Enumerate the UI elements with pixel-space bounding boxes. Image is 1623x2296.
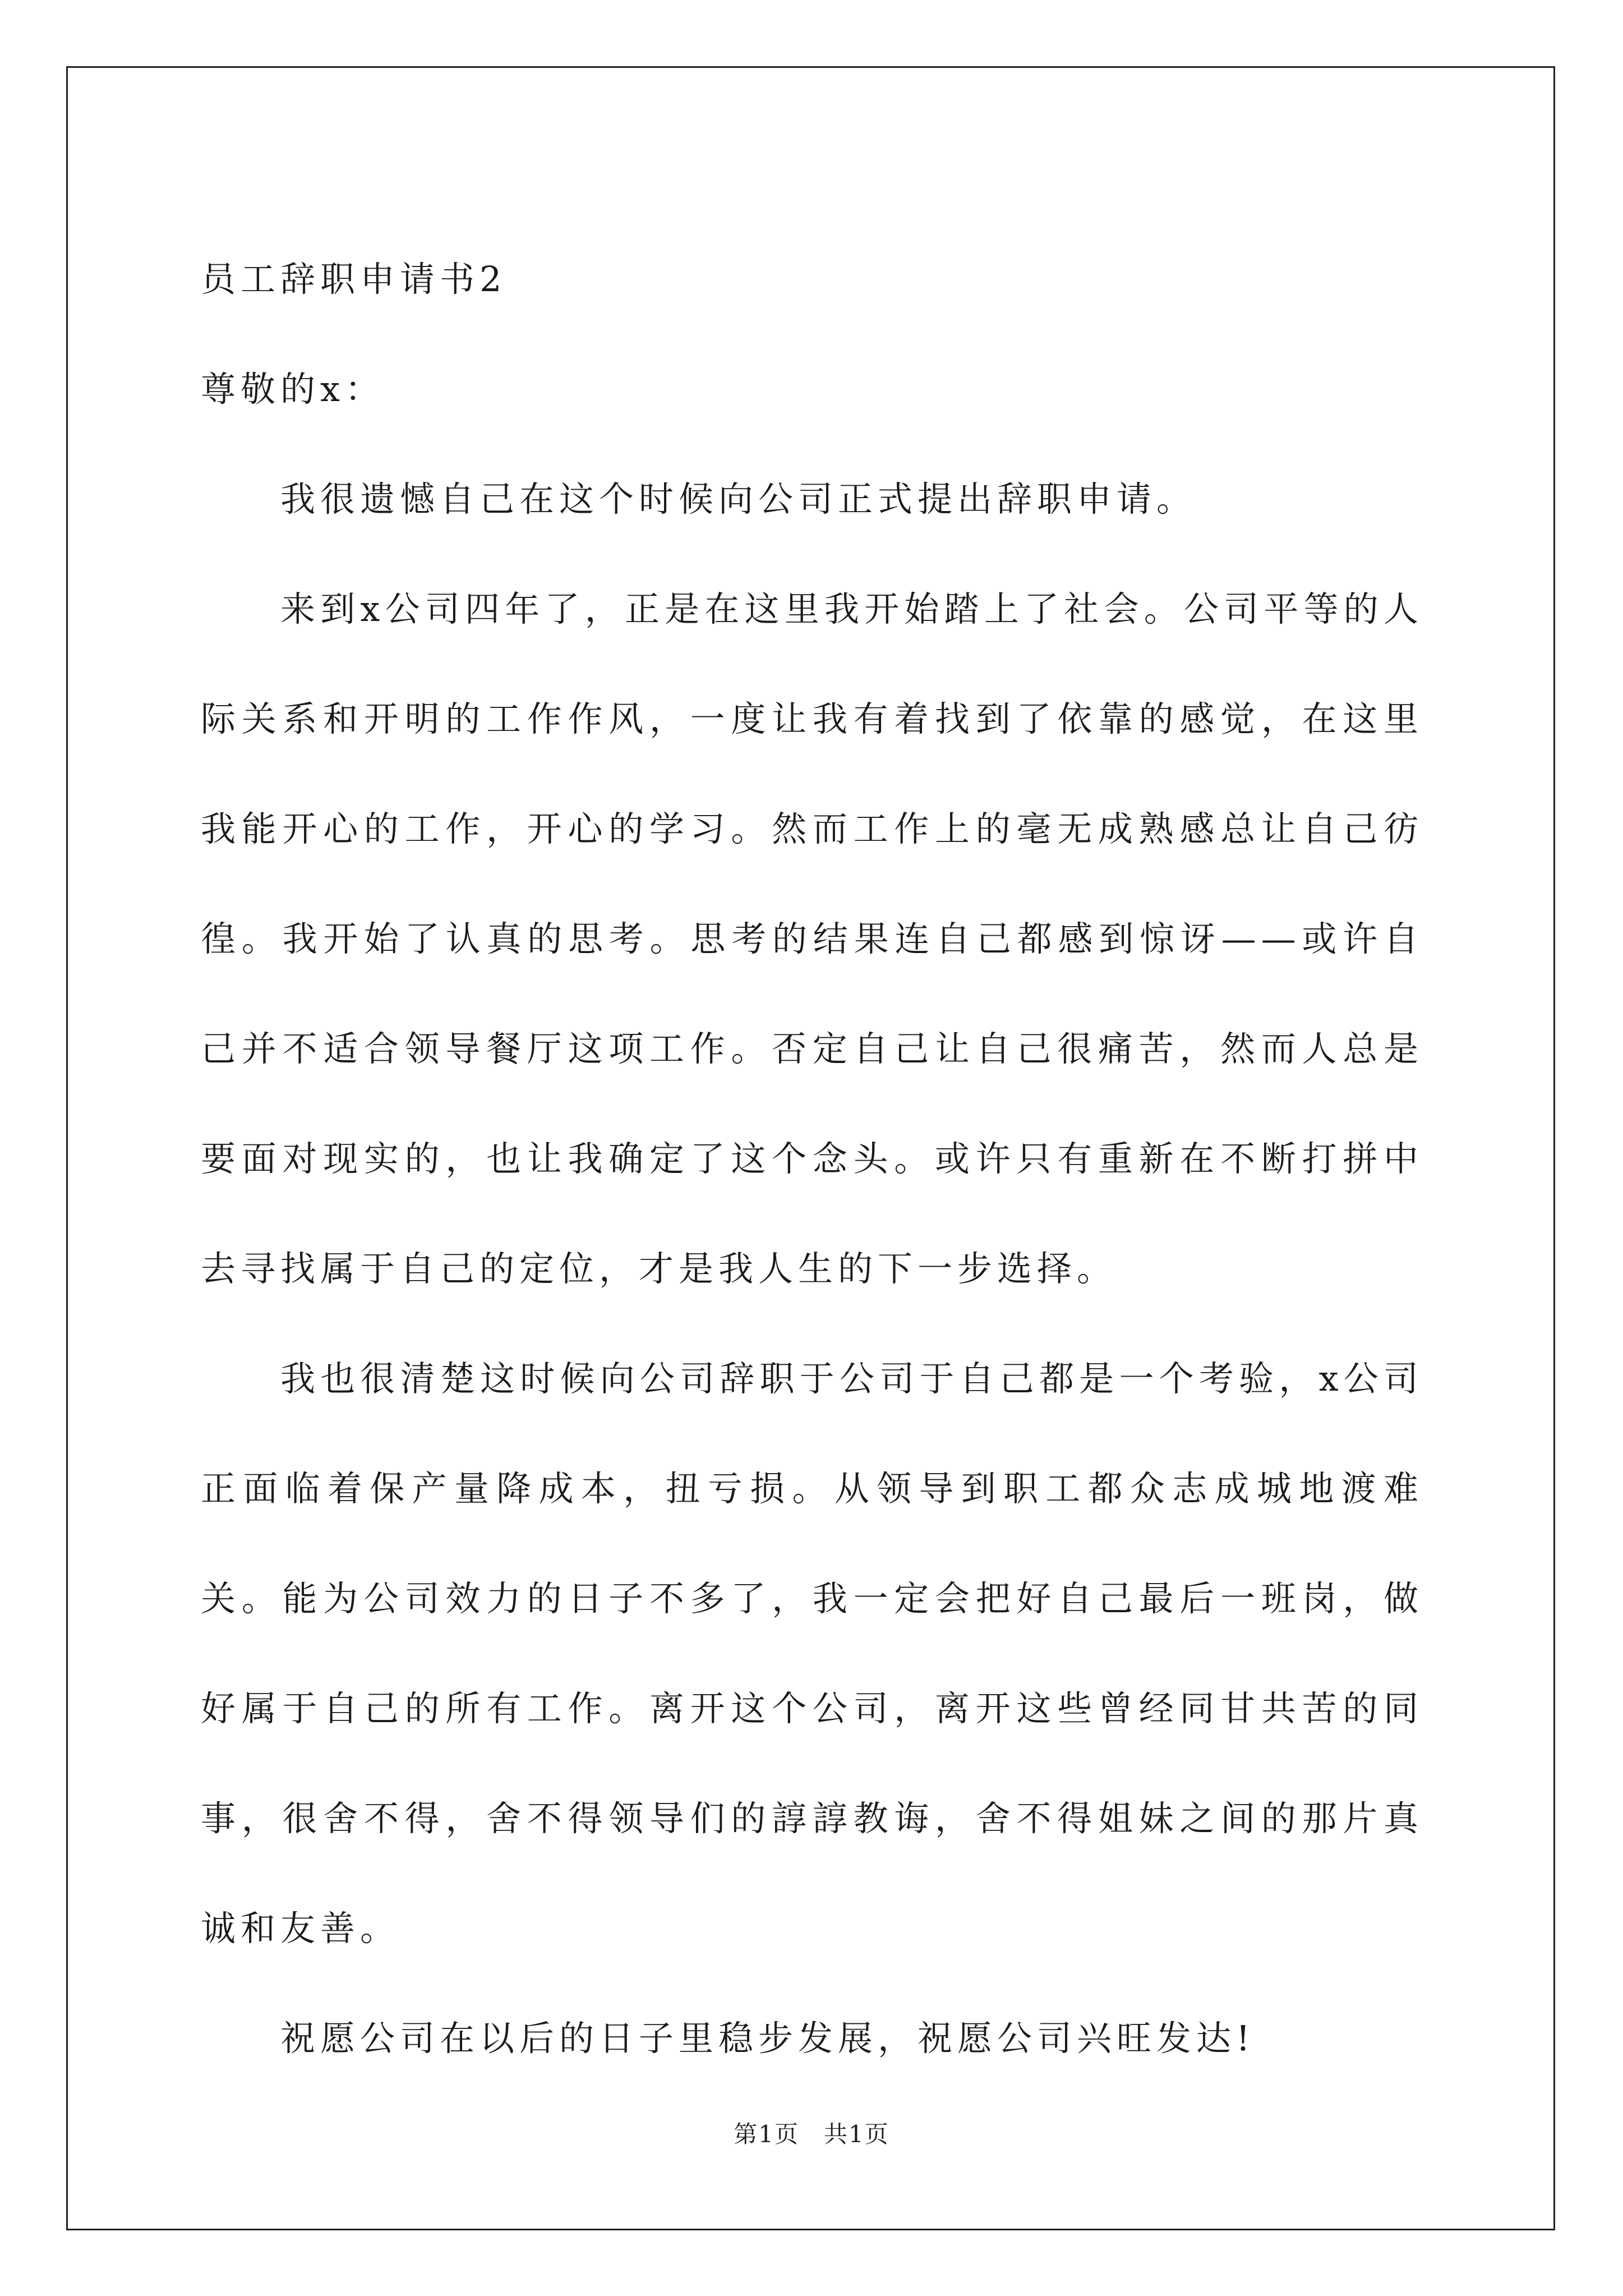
paragraph-1: 我很遗憾自己在这个时候向公司正式提出辞职申请。 bbox=[280, 478, 1197, 519]
document-body bbox=[201, 224, 1423, 2093]
document-title: 员工辞职申请书2 bbox=[201, 259, 507, 300]
paragraph-2: 来到x公司四年了，正是在这里我开始踏上了社会。公司平等的人际关系和开明的工作作风，一度让我有着找到了依靠的感觉，在这里我能开心的工作，开心的学习。然而工作上的毫无成熟感总让自己彷徨。我开始了认真的思考。思考的结果连自己都感到惊讶——或许自己并不适合领导餐厅这项工作。否定自己让自己很痛苦，然而人总是要面对现实的，也让我确定了这个念头。或许只有重新在不断打拼中去寻找属于自己的定位，才是我人生的下一步选择。 bbox=[201, 588, 1423, 1289]
salutation: 尊敬的x： bbox=[201, 369, 385, 409]
page-number: 第1页 共1页 bbox=[734, 2120, 889, 2148]
page-footer bbox=[0, 2118, 1623, 2151]
paragraph-4: 祝愿公司在以后的日子里稳步发展，祝愿公司兴旺发达! bbox=[280, 2018, 1255, 2059]
paragraph-3: 我也很清楚这时候向公司辞职于公司于自己都是一个考验，x公司正面临着保产量降成本，扭亏损。从领导到职工都众志成城地渡难关。能为公司效力的日子不多了，我一定会把好自己最后一班岗，做好属于自己的所有工作。离开这个公司，离开这些曾经同甘共苦的同事，很舍不得，舍不得领导们的諄諄教诲，舍不得姐妹之间的那片真诚和友善。 bbox=[201, 1358, 1423, 1949]
